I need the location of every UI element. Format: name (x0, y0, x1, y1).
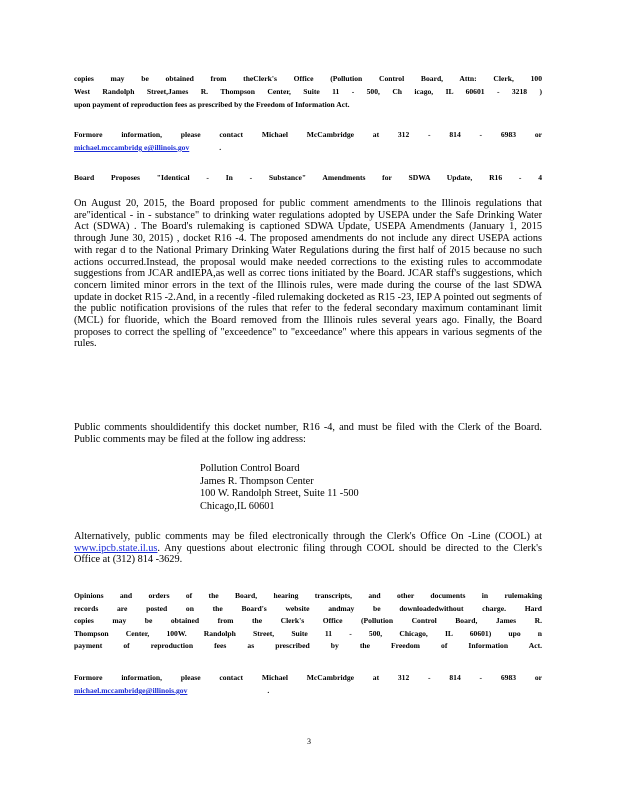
paragraph-main (74, 198, 542, 350)
contact-suffix: . (219, 143, 222, 152)
contact-top-email-row (74, 142, 542, 155)
bottom-notice-line: Thompson Center, 100W. Randolph Street, Suite 11 - 500, Chicago, IL 60601) upo n (74, 628, 542, 638)
bottom-notice-line: Opinions and orders of the Board, hearing transcripts, and other documents in rulemaking (74, 591, 542, 600)
bottom-notice (74, 590, 542, 653)
top-notice (74, 73, 542, 98)
address-line: Chicago,IL 60601 (200, 500, 275, 512)
email-link-top[interactable]: michael.mccambridg e@illinois.gov (74, 143, 190, 152)
top-notice-line: West Randolph Street,James R. Thompson Center, Suite 11 - 500, Ch icago, IL 60601 - 3218 ) (74, 86, 542, 96)
contact-bottom-email-row (74, 685, 542, 698)
page-number: 3 (307, 737, 311, 746)
contact-bottom (74, 672, 542, 685)
ipcb-website-link[interactable]: www.ipcb.state.il.us (74, 542, 158, 554)
paragraph-electronic (74, 531, 542, 566)
address-line: James R. Thompson Center (200, 475, 314, 487)
paragraph-fragment: Alternatively, public comments may be filed electronically through the Clerk's Office On -Line (COOL) at (74, 531, 542, 542)
paragraph-comments (74, 422, 542, 445)
bottom-notice-line: copies may be obtained from the Clerk's Office (Pollution Control Board, James R. (74, 616, 542, 626)
contact-top (74, 129, 542, 142)
paragraph-fragment: . Any questions about electronic filing through COOL should be directed to the Clerk's Office at (312) 814 -3629. (74, 542, 542, 566)
contact-suffix: . (267, 686, 270, 695)
contact-line: Formore information, please contact Michael McCambridge at 312 - 814 - 6983 or (74, 130, 542, 139)
top-notice-line: copies may be obtained from theClerk's Office (Pollution Control Board, Attn: Clerk, 100 (74, 74, 542, 83)
paragraph-text: Public comments shouldidentify this docket number, R16 -4, and must be filed with the Clerk of the Board. Public comments may be filed at the follow ing address: (74, 422, 542, 445)
email-link-bottom[interactable]: michael.mccambridge@illinois.gov (74, 686, 188, 695)
top-notice-end (74, 99, 542, 112)
heading-text: Board Proposes "Identical - In - Substance" Amendments for SDWA Update, R16 - 4 (74, 173, 542, 182)
top-notice-line: upon payment of reproduction fees as prescribed by the Freedom of Information Act. (74, 100, 350, 109)
address-line: 100 W. Randolph Street, Suite 11 -500 (200, 488, 359, 500)
section-heading (74, 172, 542, 185)
contact-line: Formore information, please contact Michael McCambridge at 312 - 814 - 6983 or (74, 673, 542, 682)
bottom-notice-line: records are posted on the Board's website andmay be downloadedwithout charge. Hard (74, 603, 542, 613)
mailing-address (200, 463, 359, 513)
address-line: Pollution Control Board (200, 463, 300, 474)
paragraph-text: On August 20, 2015, the Board proposed for public comment amendments to the Illinois regulations that are"identical - in - substance" to drinking water regulations adopted by USEPA under the Safe Drinking Water Act (SDWA) . The Board's rulemaking is captioned SDWA Update, USEPA Amendments (January 1, 2015 through June 30, 2015) , docket R16 -4. The proposed amendments do not include any direct USEPA actions with regar d to the National Primary Drinking Water Regulations during the first half of 2015 because no such actions occurred.Instead, the proposal would make needed corrections to the existing rules to accommodate suggestions from JCAR andIEPA,as well as correc tions initiated by the Board. JCAR staff's suggestions, which concern limited minor errors in the text of the Illinois rules, were made during the course of the last SDWA update in docket R15 -2.And, in a recently -filed rulemaking docketed as R15 -23, IEP A pointed out segments of the public notification provisions of the rules that refer to the federal secondary maximum contaminant limit (MCL) for fluoride, which the Board removed from the Illinois rules several years ago. Finally, the Board proposes to correct the spelling of "exceedence" to "exceedance" where this appears in various segments of the rules. (74, 198, 542, 350)
bottom-notice-line: payment of reproduction fees as prescribed by the Freedom of Information Act. (74, 641, 542, 651)
paragraph-text (74, 531, 542, 566)
